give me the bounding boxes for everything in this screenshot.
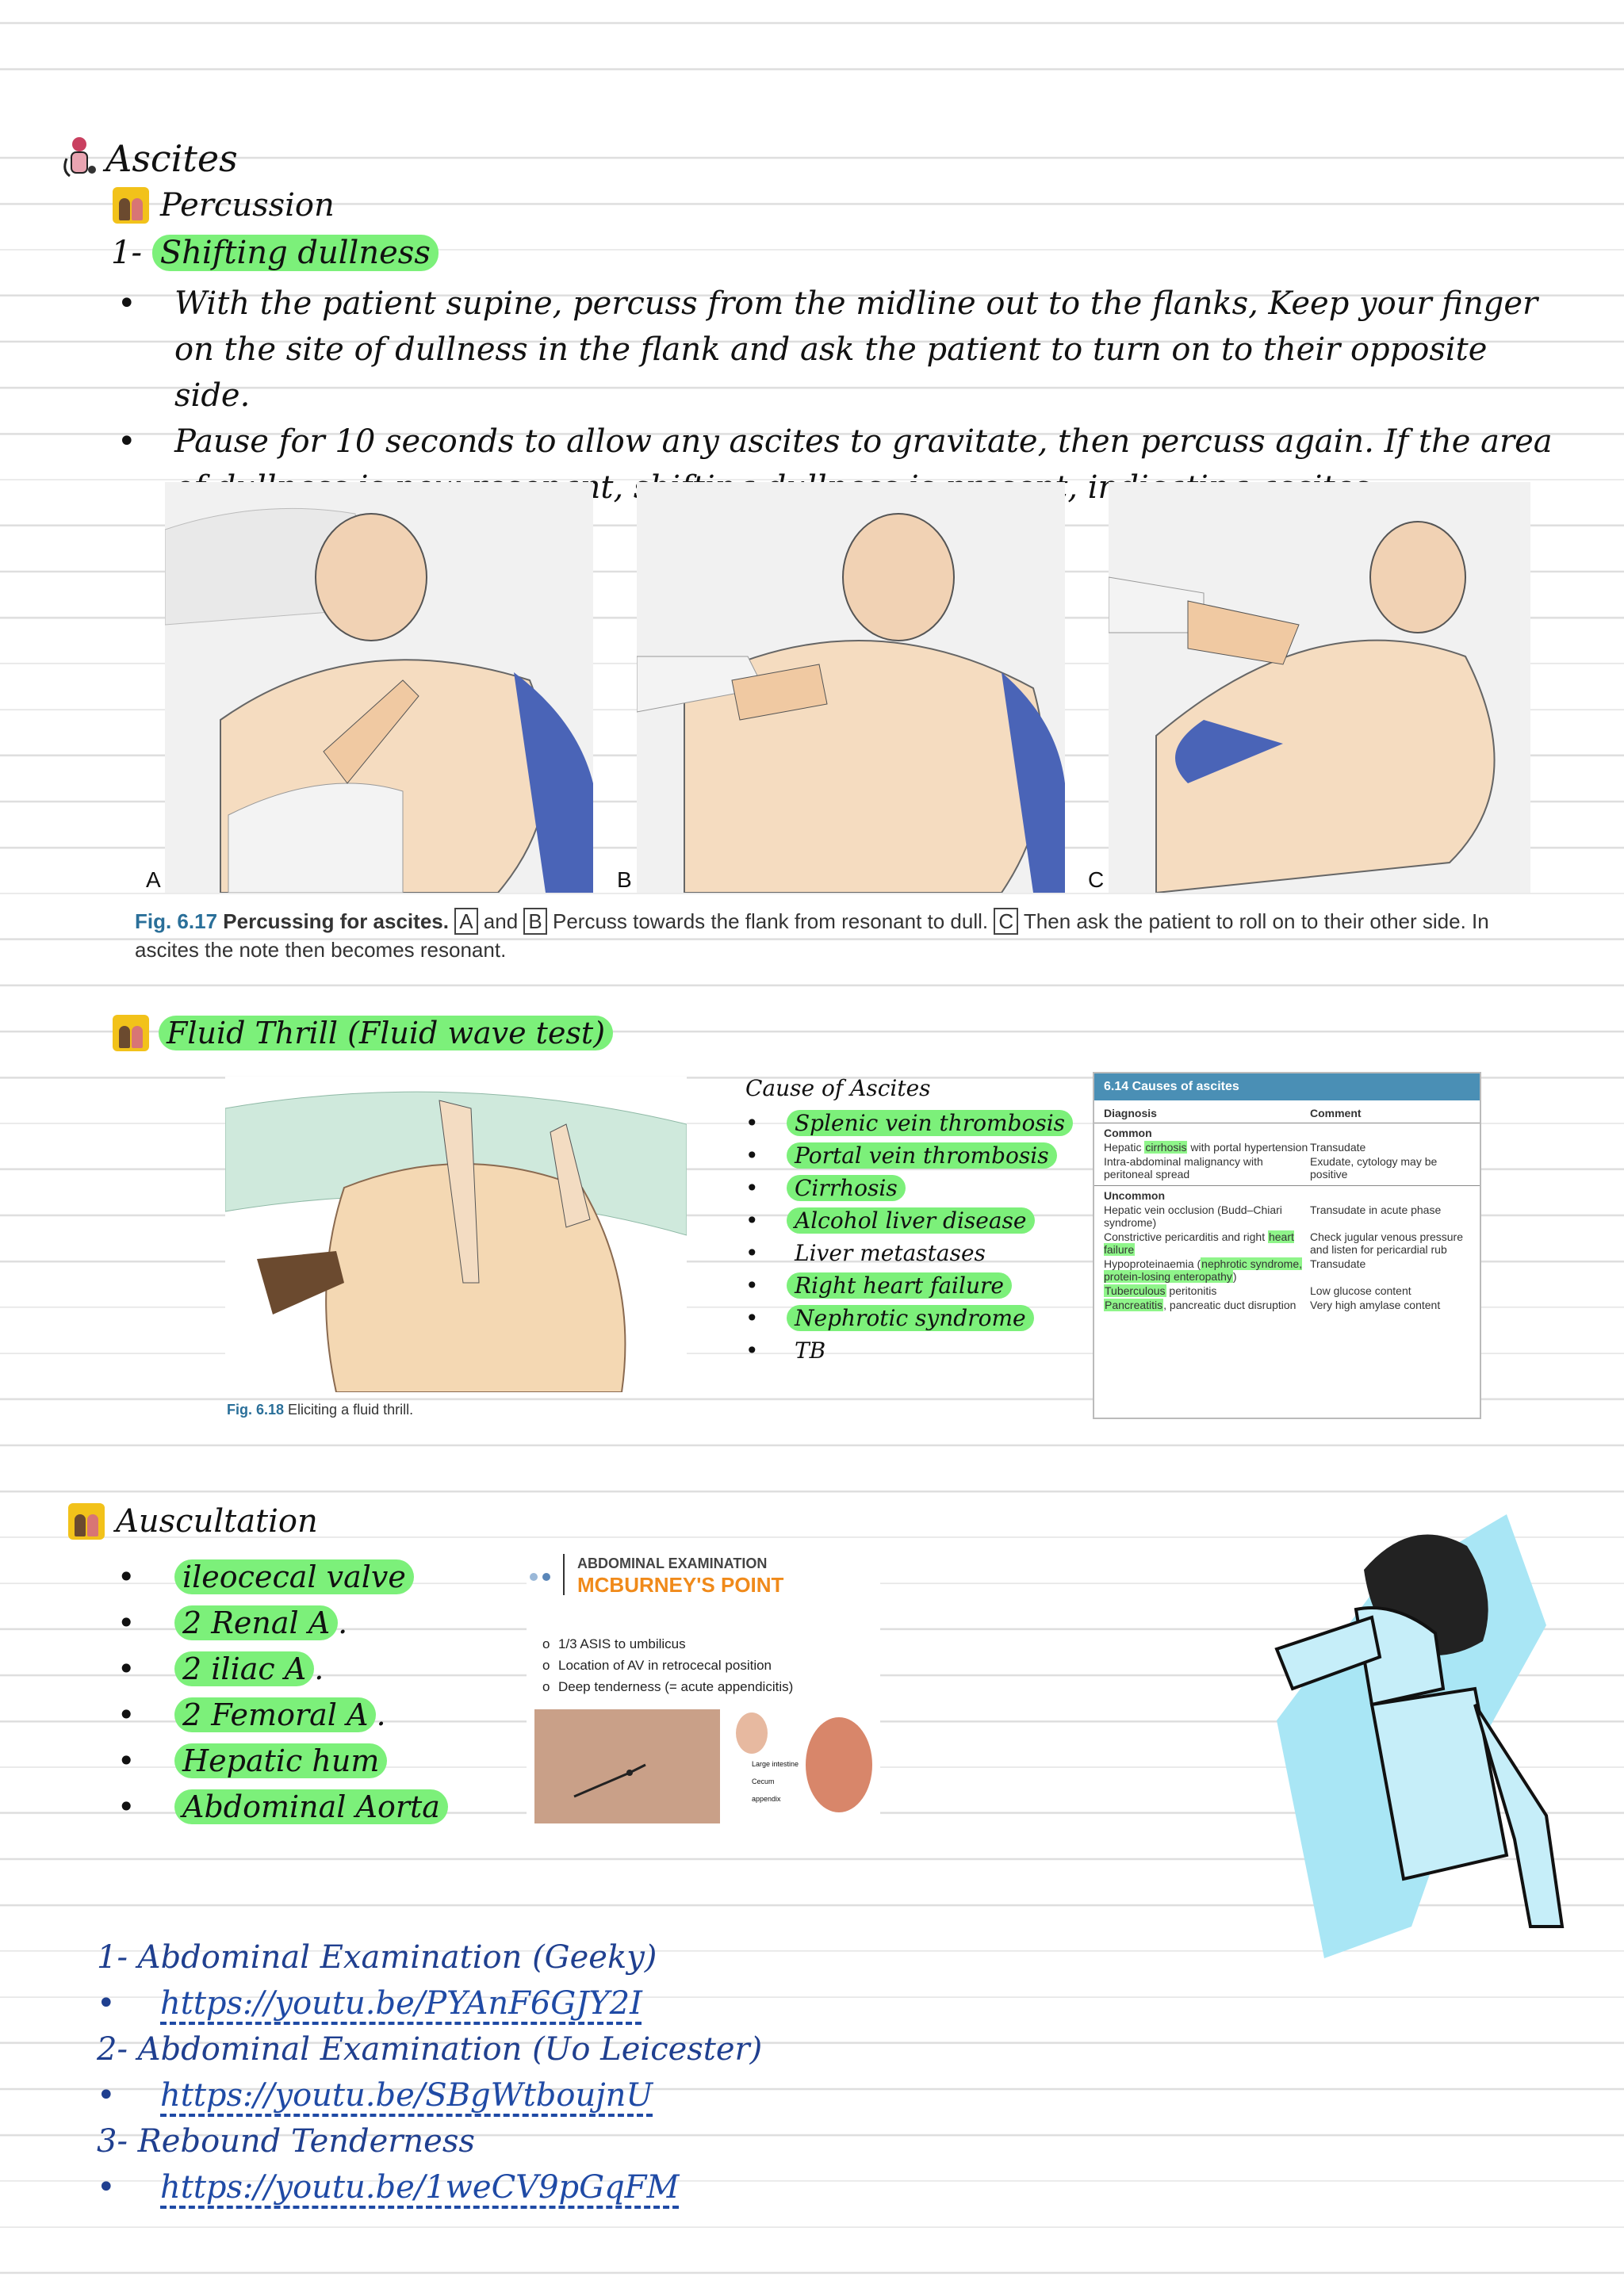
ascites-header [60,135,238,182]
causes-title: Cause of Ascites [745,1075,931,1101]
panel-label-b: B [617,867,632,892]
list-item: • With the patient supine, percuss from the midline out to the flanks, Keep your finger on the site of dullness in the flank and ask the patient to turn on to their opposite side. [117,285,1538,414]
list-item: • Alcohol liver disease [745,1204,1073,1237]
table-row: Hypoproteinaemia (nephrotic syndrome, protein-losing enteropathy) Transudate [1104,1257,1366,1283]
list-item: o 1/3 ASIS to umbilicus [542,1636,686,1651]
list-item: o Location of AV in retrocecal position [542,1658,772,1673]
shifting-dullness-label: Shifting dullness [152,235,439,271]
list-item: o Deep tenderness (= acute appendicitis) [542,1679,794,1694]
list-item: • 2 iliac A . [117,1651,324,1686]
panel-c-image [1109,482,1530,893]
video-links [97,1934,762,2210]
list-item: • https://youtu.be/SBgWtboujnU [97,2077,653,2114]
video-link[interactable]: https://youtu.be/SBgWtboujnU [160,2077,653,2114]
fluid-thrill-heading [113,1015,613,1051]
list-item: • https://youtu.be/PYAnF6GJY2I [97,1985,642,2022]
label-appendix: appendix [752,1795,781,1803]
label-large-intestine: Large intestine [752,1760,799,1768]
list-item: • Portal vein thrombosis [745,1139,1073,1172]
dot-icon [530,1573,538,1581]
video-title: 1- Abdominal Examination (Geeky) [97,1939,657,1976]
list-item: • Abdominal Aorta [111,1784,448,1830]
list-item: • 2 Renal A . [117,1605,348,1640]
fluid-thrill-title: Fluid Thrill (Fluid wave test) [159,1016,613,1050]
panel-label-a: A [146,867,161,892]
auscultation-title: Auscultation [116,1503,318,1540]
table-header-row: Diagnosis Comment [1094,1100,1480,1123]
divider [563,1554,565,1595]
examination-icon [113,187,149,224]
table-title: 6.14 Causes of ascites [1094,1073,1480,1100]
list-item: • Hepatic hum [111,1738,448,1784]
appendix-diagram [728,1709,879,1823]
list-item: • Liver metastases [745,1240,986,1266]
panel-label-c: C [1088,867,1105,892]
table-row: Intra-abdominal malignancy with peritoneal spread Exudate, cytology may be positive [1094,1154,1480,1186]
slide-kicker: ABDOMINAL EXAMINATION [577,1556,768,1571]
list-item: • Cirrhosis [745,1172,1073,1204]
list-item: • Right heart failure [745,1269,1073,1302]
video-title: 2- Abdominal Examination (Uo Leicester) [97,2031,763,2068]
fluid-thrill-image [225,1077,687,1392]
auscultation-list [111,1554,448,1830]
percussion-title: Percussion [160,187,335,224]
examination-icon [113,1015,149,1051]
percussion-bullets [111,281,1570,511]
panel-a-image [165,482,593,893]
table-section-common: Common [1104,1127,1152,1139]
table-section-uncommon: Uncommon [1104,1189,1165,1202]
table-row: Constrictive pericarditis and right heart failure Check jugular venous pressure and listen for pericardial rub [1104,1230,1463,1256]
stethoscope-icon [60,135,102,182]
table-row: Hepatic cirrhosis with portal hypertension Transudate [1104,1141,1366,1154]
figure-6-17 [146,482,1530,894]
percussion-heading [113,187,335,224]
list-item: • Nephrotic syndrome [745,1302,1073,1334]
examination-icon [68,1503,105,1540]
table-row: Tuberculous peritonitis Low glucose content [1105,1284,1411,1297]
video-link[interactable]: https://youtu.be/1weCV9pGqFM [160,2169,680,2206]
shifting-dullness-heading [111,235,439,271]
list-item: • 2 Femoral A . [117,1697,386,1732]
mcburney-slide [527,1548,880,1827]
causes-list [745,1107,1073,1367]
list-item: • Splenic vein thrombosis [745,1107,1073,1139]
figure-6-18-caption: Fig. 6.18 Eliciting a fluid thrill. [227,1402,414,1418]
list-item: • TB [745,1337,826,1364]
dot-icon [542,1573,550,1581]
table-row: Hepatic vein occlusion (Budd–Chiari syndrome) Transudate in acute phase [1104,1203,1442,1229]
video-title: 3- Rebound Tenderness [97,2123,475,2160]
video-link[interactable]: https://youtu.be/PYAnF6GJY2I [160,1985,642,2022]
causes-table [1093,1072,1481,1419]
panel-b-image [637,482,1065,893]
sub-number: 1- [111,235,152,271]
list-item: • https://youtu.be/1weCV9pGqFM [97,2169,680,2206]
label-cecum: Cecum [752,1777,775,1785]
table-row: Pancreatitis, pancreatic duct disruption Very high amylase content [1105,1299,1441,1311]
list-item: • Pause for 10 seconds to allow any ascites to gravitate, then percuss again. If the area [117,423,1553,460]
list-item: • ileocecal valve [111,1554,448,1600]
page-title: Ascites [105,137,238,180]
figure-6-17-caption: Fig. 6.17 Percussing for ascites. A and B Percuss towards the flank from resonant to dull. C Then ask the patient to roll on to their other side. In ascites the note then becomes resonant. [135,909,1489,962]
abdomen-photo [534,1709,720,1823]
slide-title: MCBURNEY'S POINT [577,1573,784,1597]
character-illustration [1245,1483,1578,1990]
slide-points [542,1633,793,1697]
auscultation-heading [68,1503,318,1540]
